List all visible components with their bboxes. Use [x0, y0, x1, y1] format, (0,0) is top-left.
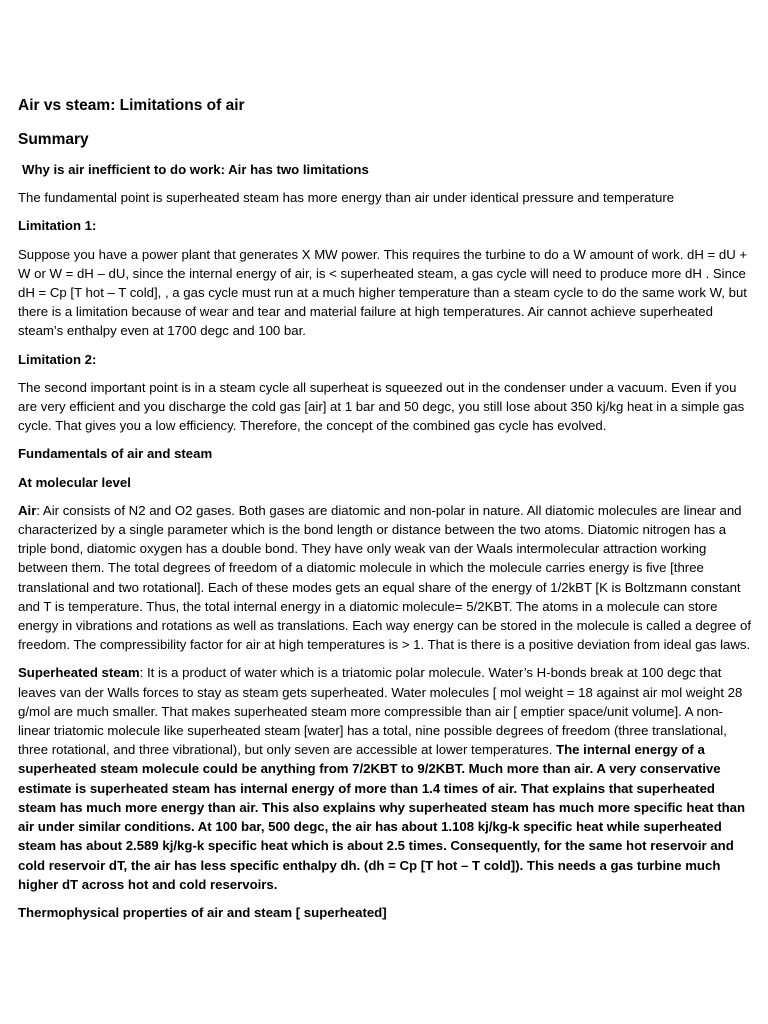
molecular-heading: At molecular level [18, 474, 131, 490]
limitation1-heading: Limitation 1: [18, 218, 97, 234]
summary-heading: Summary [18, 131, 89, 148]
steam-label: Superheated steam [18, 665, 140, 681]
document-content [18, 96, 752, 931]
air-paragraph [18, 501, 752, 655]
intro-paragraph: The fundamental point is superheated steam has more energy than air under identical pressure and temperature [18, 190, 675, 206]
limitation2-paragraph: The second important point is in a steam cycle all superheat is squeezed out in the condenser under a vacuum. Even if you are very efficient and you discharge the cold gas [air] at 1 bar and 50 degc, you still lose about 350 kj/kg heat in a simple gas cycle. That gives you a low efficiency. Therefore, the concept of the combined gas cycle has evolved. [18, 379, 745, 434]
steam-bold-text: The internal energy of a superheated steam molecule could be anything from 7/2KBT to 9/2KBT. Much more than air. A very conservative estimate is superheated steam has internal energy of more than 1.4 times of air. That explains that superheated steam has much more energy than air. This also explains why superheated steam has much more specific heat than air under similar conditions. At 100 bar, 500 degc, the air has about 1.108 kj/kg-k specific heat while superheated steam has about 2.589 kj/kg-k specific heat which is about 2.5 times. Consequently, for the same hot reservoir and cold reservoir dT, the air has less specific enthalpy dh. (dh = Cp [T hot – T cold]). This needs a gas turbine much higher dT across hot and cold reservoirs. [18, 742, 746, 892]
why-heading: Why is air inefficient to do work: Air has two limitations [22, 162, 369, 177]
fundamentals-heading: Fundamentals of air and steam [18, 446, 213, 462]
air-text: : Air consists of N2 and O2 gases. Both gases are diatomic and non-polar in nature. All diatomic molecules are linear and characterized by a single parameter which is the bond length or distance between the two atoms. Diatomic nitrogen has a triple bond, diatomic oxygen has a double bond. They have only weak van der Waals intermolecular attraction working between them. The total degrees of freedom of a diatomic molecule in which the molecule carries energy is five [three translational and two rotational]. Each of these modes gets an equal share of the energy of 1/2kBT [K is Boltzmann constant and T is temperature. Thus, the total internal energy in a diatomic molecule= 5/2KBT. The atoms in a molecule can store energy in vibrations and rotations as well as translations. Each way energy can be stored in the molecule is called a degree of freedom. The compressibility factor for air at high temperatures is > 1. That is there is a positive deviation from ideal gas laws. [18, 502, 752, 653]
document-title: Air vs steam: Limitations of air [18, 97, 245, 114]
steam-text: : It is a product of water which is a triatomic polar molecule. Water’s H-bonds break at 100 degc that leaves van der Walls forces to stay as steam gets superheated. Water molecules [ mol weight = 18 against air mol weight 28 g/mol are much smaller. That makes superheated steam more compressible than air [ emptier space/unit volume]. A non-linear triatomic molecule like superheated steam [water] has a total, nine possible degrees of freedom (three translational, three rotational, and three vibrational), but only seven are accessible at lower temperatures. [18, 665, 743, 758]
air-label: Air [18, 502, 37, 518]
steam-paragraph [18, 663, 752, 893]
limitation1-paragraph: Suppose you have a power plant that generates X MW power. This requires the turbine to do a W amount of work. dH = dU + W or W = dH – dU, since the internal energy of air, is < superheated steam, a gas cycle will need to produce more dH . Since dH = Cp [T hot – T cold], , a gas cycle must run at a much higher temperature than a steam cycle to do the same work W, but there is a limitation because of wear and tear and material failure at high temperatures. Air cannot achieve superheated steam’s enthalpy even at 1700 degc and 100 bar. [18, 246, 748, 339]
thermo-heading: Thermophysical properties of air and steam [ superheated] [18, 904, 387, 920]
limitation2-heading: Limitation 2: [18, 351, 97, 367]
